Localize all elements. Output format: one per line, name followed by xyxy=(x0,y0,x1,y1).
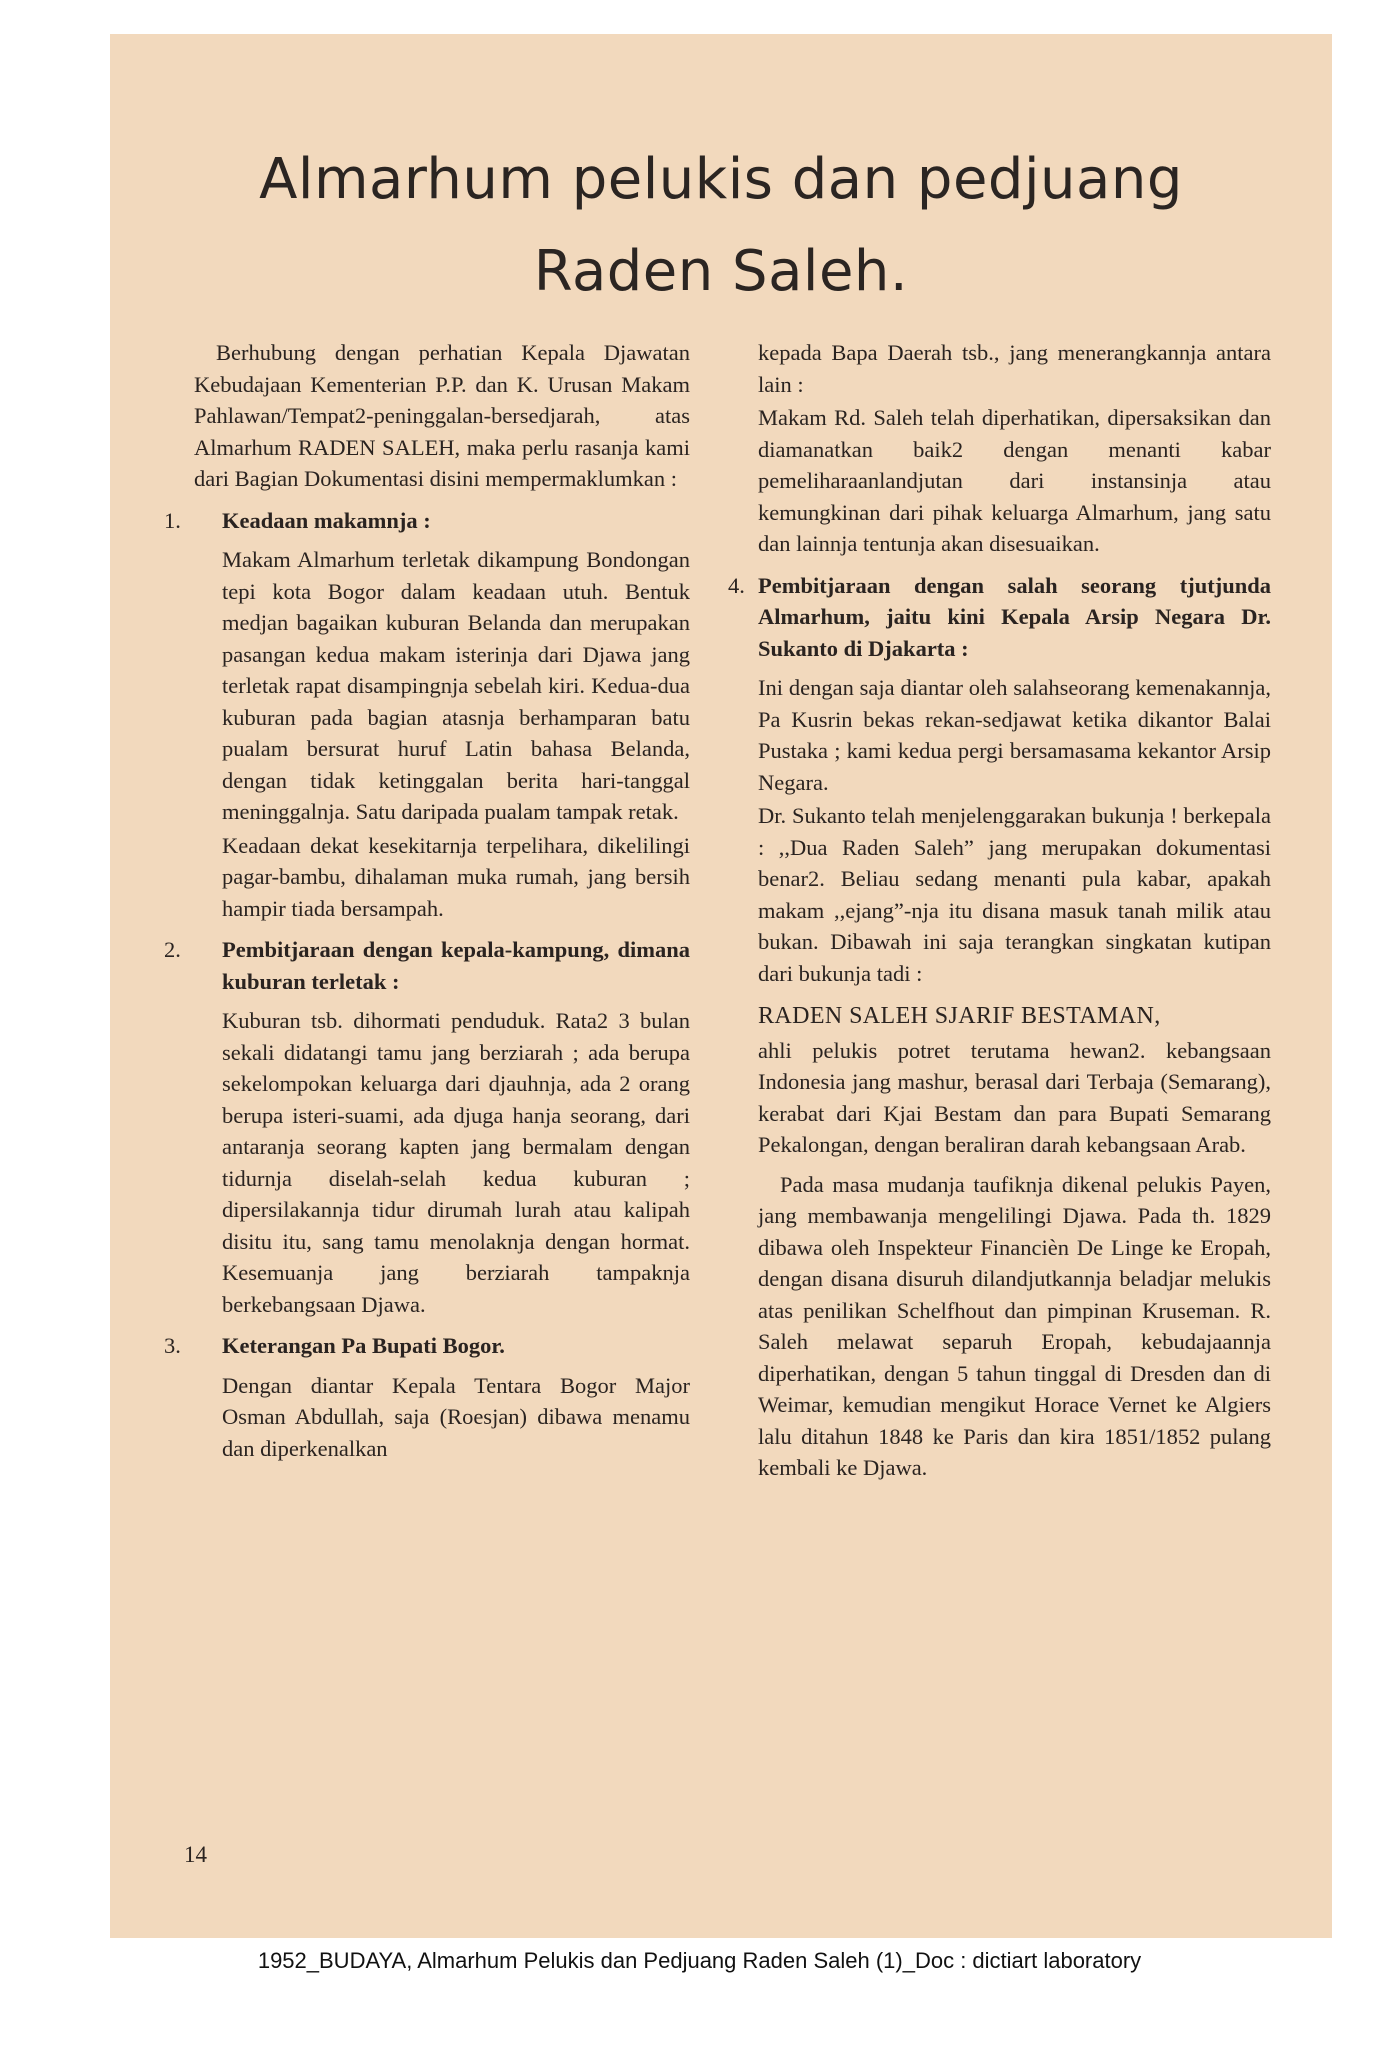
left-column xyxy=(164,337,690,1466)
section-paragraph: Ini dengan saja diantar oleh salahseorang kemenakannja, Pa Kusrin bekas rekan-sedjawat ketika dikantor Balai Pustaka ; kami kedua pergi bersamasama kekantor Arsip Negara. xyxy=(758,675,1271,795)
section-paragraph: Keadaan dekat kesekitarnja terpelihara, dikelilingi pagar-bambu, dihalaman muka rumah, jang bersih hampir tiada bersampah. xyxy=(222,832,690,921)
section-paragraph: Dr. Sukanto telah menjelenggarakan bukunja ! berkepala : ,,Dua Raden Saleh” jang merupakan dokumentasi benar2. Beliau sedang menanti pula kabar, apakah makam ,,ejang”-nja itu disana masuk tanah milik atau bukan. Dibawah ini saja terangkan singkatan kutipan dari bukunja tadi : xyxy=(758,803,1271,986)
section-paragraph: Dengan diantar Kepala Tentara Bogor Major Osman Abdullah, saja (Roesjan) dibawa menamu dan diperkenalkan xyxy=(222,1372,690,1461)
quoted-name: RADEN SALEH SJARIF BESTAMAN, xyxy=(758,1003,1161,1029)
scanned-page xyxy=(110,34,1332,1938)
intro-paragraph: Berhubung dengan perhatian Kepala Djawatan Kebudajaan Kementerian P.P. dan K. Urusan Makam Pahlawan/Tempat2-peninggalan-bersedjarah, atas Almarhum RADEN SALEH, maka perlu rasanja kami dari Bagian Dokumentasi disini mempermaklumkan : xyxy=(194,340,690,491)
continuation-paragraph-2: Makam Rd. Saleh telah diperhatikan, dipersaksikan dan diamanatkan baik2 dengan menanti kabar pemeliharaanlandjutan dari instansinja atau kemungkinan dari pihak keluarga Almarhum, jang satu dan lainnja tentunja akan disesuaikan. xyxy=(758,405,1271,556)
section-number: 4. xyxy=(728,572,745,598)
section-heading: Pembitjaraan dengan salah seorang tjutjunda Almarhum, jaitu kini Kepala Arsip Negara Dr. Sukanto di Djakarta : xyxy=(758,572,1271,661)
section-number: 1. xyxy=(164,507,181,533)
section-heading: Keterangan Pa Bupati Bogor. xyxy=(222,1333,505,1358)
article-title xyxy=(110,134,1332,318)
title-line-1: Almarhum pelukis dan pedjuang xyxy=(259,147,1183,212)
section-heading: Keadaan makamnja : xyxy=(222,507,431,533)
section-4 xyxy=(728,570,1271,990)
section-3 xyxy=(164,1330,690,1464)
section-heading: Pembitjaraan dengan kepala-kampung, dimana kuburan terletak : xyxy=(222,937,690,994)
section-paragraph: Kuburan tsb. dihormati penduduk. Rata2 3 bulan sekali didatangi tamu jang berziarah ; ada berupa sekelompokan keluarga dari djauhnja, ada 2 orang berupa isteri-suami, ada djuga hanja seorang, dari antaranja seorang kapten jang bermalam dengan tidurnja diselah-selah kedua kuburan ; dipersilakannja tidur dirumah lurah atau kalipah disitu itu, sang tamu menolaknja dengan hormat. Kesemuanja jang berziarah tampaknja berkebangsaan Djawa. xyxy=(222,1008,690,1317)
section-1 xyxy=(164,505,690,925)
right-column xyxy=(728,337,1271,1486)
section-2 xyxy=(164,934,690,1320)
continuation-paragraph: kepada Bapa Daerah tsb., jang menerangkannja antara lain : xyxy=(758,340,1271,397)
section-number: 3. xyxy=(164,1333,181,1358)
quoted-paragraph: ahli pelukis potret terutama hewan2. kebangsaan Indonesia jang mashur, berasal dari Terbaja (Semarang), kerabat dari Kjai Bestam dan para Bupati Semarang Pekalongan, dengan beraliran darah kebangsaan Arab. xyxy=(758,1037,1271,1157)
image-caption: 1952_BUDAYA, Almarhum Pelukis dan Pedjuang Raden Saleh (1)_Doc : dictiart laboratory xyxy=(257,1948,1142,1973)
page-number: 14 xyxy=(184,1842,207,1867)
quoted-paragraph: Pada masa mudanja taufiknja dikenal pelukis Payen, jang membawanja mengelilingi Djawa. Pada th. 1829 dibawa oleh Inspekteur Financièn De Linge ke Eropah, dengan disana disuruh dilandjutkannja beladjar melukis atas penilikan Schelfhout dan pimpinan Kruseman. R. Saleh melawat separuh Eropah, kebudajaannja diperhatikan, dengan 5 tahun tinggal di Dresden dan di Weimar, kemudian mengikut Horace Vernet ke Algiers lalu ditahun 1848 ke Paris dan kira 1851/1852 pulang kembali ke Djawa. xyxy=(758,1171,1271,1480)
title-line-2: Raden Saleh. xyxy=(533,239,909,304)
section-number: 2. xyxy=(164,937,181,962)
section-paragraph: Makam Almarhum terletak dikampung Bondongan tepi kota Bogor dalam keadaan utuh. Bentuk medjan bagaikan kuburan Belanda dan merupakan pasangan kedua makam isterinja dari Djawa jang terletak rapat disampingnja sebelah kiri. Kedua-dua kuburan pada bagian atasnja berhamparan batu pualam bersurat huruf Latin bahasa Belanda, dengan tidak ketinggalan berita hari-tanggal meninggalnja. Satu daripada pualam tampak retak. xyxy=(222,547,690,824)
